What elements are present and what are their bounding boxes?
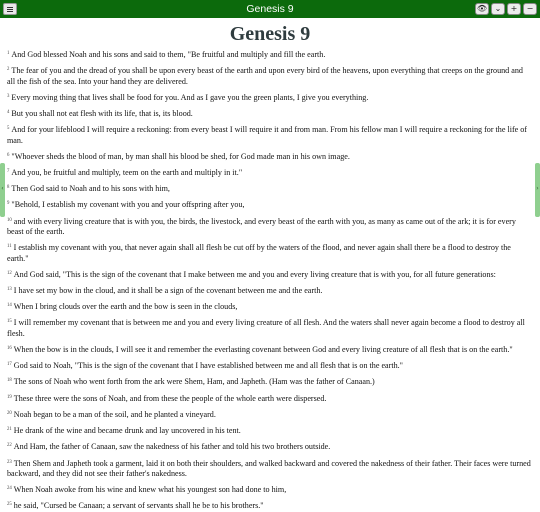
verse-number: 4 (7, 110, 10, 116)
verse-text: He drank of the wine and became drunk and lay uncovered in his tent. (13, 426, 241, 436)
verse-text: and with every living creature that is with you, the birds, the livestock, and every beast of the earth with you, as many as came out of the ark; it is for every beast of the earth. (7, 216, 516, 237)
verse-text: And God blessed Noah and his sons and said to them, "Be fruitful and multiply and fill the earth. (11, 50, 326, 59)
verse-text: I establish my covenant with you, that never again shall all flesh be cut off by the waters of the flood, and never again shall there be a flood to destroy the earth." (7, 243, 511, 263)
verse-text: And you, be fruitful and multiply, teem on the earth and multiply in it." (11, 168, 243, 178)
verse-text: I have set my bow in the cloud, and it shall be a sign of the covenant between me and the earth. (13, 286, 323, 296)
verse (7, 394, 533, 404)
eye-icon[interactable]: 👁 (476, 4, 488, 13)
verse (7, 109, 533, 119)
chapter-text (7, 50, 533, 511)
verse-number: 16 (7, 346, 12, 352)
verse-number: 23 (7, 459, 12, 465)
verse-text: The sons of Noah who went forth from the ark were Shem, Ham, and Japheth. (Ham was the father of Canaan.) (13, 377, 375, 387)
verse (7, 50, 533, 60)
verse-number: 3 (7, 93, 10, 99)
chevron-left-icon: ‹ (1, 185, 4, 192)
verse-number: 5 (7, 126, 10, 132)
verse-number: 22 (7, 443, 12, 449)
verse-text: Then God said to Noah and to his sons with him, (11, 184, 170, 194)
verse-text: These three were the sons of Noah, and from these the people of the whole earth were dispersed. (13, 393, 327, 403)
top-toolbar (0, 0, 540, 18)
verse-number: 11 (7, 244, 12, 250)
verse-number: 14 (7, 303, 12, 309)
verse (7, 243, 533, 264)
previous-chapter-tab[interactable] (0, 163, 5, 217)
verse-text: And Ham, the father of Canaan, saw the nakedness of his father and told his two brothers outside. (13, 442, 331, 452)
zoom-out-button[interactable]: − (523, 3, 537, 15)
window-title: Genesis 9 (246, 3, 294, 15)
verse (7, 485, 533, 495)
zoom-in-button[interactable]: + (507, 3, 521, 15)
verse-text: "Whoever sheds the blood of man, by man shall his blood be shed, for God made man in his own image. (11, 151, 350, 161)
verse-number: 8 (7, 185, 10, 191)
verse (7, 442, 533, 452)
chevron-down-icon[interactable]: ⌄ (491, 3, 505, 15)
verse-number: 6 (7, 152, 10, 158)
verse-text: Then Shem and Japheth took a garment, laid it on both their shoulders, and walked backward and covered the nakedness of their father. Their faces were turned backward, and they did not see their father's nakedness. (7, 458, 531, 478)
verse-number: 9 (7, 201, 10, 207)
verse-number: 19 (7, 394, 12, 400)
verse-number: 17 (7, 362, 12, 368)
verse (7, 125, 533, 146)
verse-text: When I bring clouds over the earth and the bow is seen in the clouds, (13, 302, 238, 312)
verse-number: 21 (7, 427, 12, 433)
verse (7, 286, 533, 296)
verse-text: When Noah awoke from his wine and knew what his youngest son had done to him, (13, 485, 287, 495)
verse-text: When the bow is in the clouds, I will see it and remember the everlasting covenant between God and every living creature of all flesh that is on the earth." (13, 345, 513, 355)
verse (7, 217, 533, 238)
verse-text: And God said, "This is the sign of the covenant that I make between me and you and every living creature that is with you, for all future generations: (13, 269, 496, 279)
verse-text: he said, "Cursed be Canaan; a servant of servants shall he be to his brothers." (13, 501, 264, 511)
verse (7, 345, 533, 355)
verse-number: 25 (7, 502, 12, 508)
verse-number: 20 (7, 410, 12, 416)
verse (7, 270, 533, 280)
verse (7, 184, 533, 194)
verse (7, 410, 533, 420)
verse (7, 318, 533, 339)
verse (7, 93, 533, 103)
verse-number: 2 (7, 67, 10, 73)
verse-text: I will remember my covenant that is between me and you and every living creature of all flesh. And the waters shall never again become a flood to destroy all flesh. (7, 318, 525, 338)
verse (7, 361, 533, 371)
verse-text: But you shall not eat flesh with its life, that is, its blood. (11, 109, 193, 119)
verse-number: 1 (7, 51, 10, 56)
verse-number: 15 (7, 319, 12, 325)
verse-number: 13 (7, 287, 12, 293)
verse-number: 24 (7, 486, 12, 492)
verse (7, 501, 533, 511)
verse (7, 426, 533, 436)
verse (7, 459, 533, 480)
verse (7, 377, 533, 387)
verse-text: "Behold, I establish my covenant with you and your offspring after you, (11, 200, 245, 210)
next-chapter-tab[interactable] (535, 163, 540, 217)
verse-text: Every moving thing that lives shall be food for you. And as I gave you the green plants, I give you everything. (11, 92, 369, 102)
verse-text: The fear of you and the dread of you shall be upon every beast of the earth and upon every bird of the heavens, upon everything that creeps on the ground and all the fish of the sea. Into your hand they are delivered. (7, 66, 523, 86)
chevron-right-icon: › (536, 185, 539, 192)
verse-number: 7 (7, 169, 10, 175)
verse (7, 66, 533, 87)
verse-text: And for your lifeblood I will require a reckoning: from every beast I will require it and from man. From his fellow man I will require a reckoning for the life of man. (7, 125, 527, 145)
verse-text: God said to Noah, "This is the sign of the covenant that I have established between me and all flesh that is on the earth." (13, 361, 403, 371)
verse (7, 302, 533, 312)
verse (7, 152, 533, 162)
verse (7, 200, 533, 210)
chapter-title: Genesis 9 (229, 23, 311, 45)
verse (7, 168, 533, 178)
verse-number: 12 (7, 270, 12, 276)
verse-number: 18 (7, 378, 12, 384)
verse-number: 10 (7, 217, 12, 223)
verse-text: Noah began to be a man of the soil, and he planted a vineyard. (13, 409, 216, 419)
